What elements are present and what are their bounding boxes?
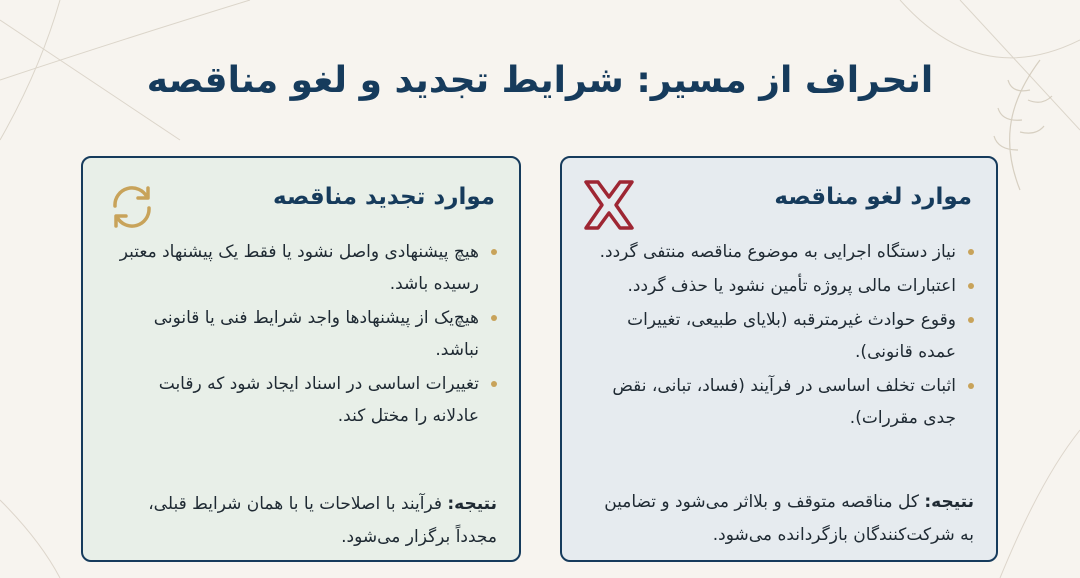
refresh-icon xyxy=(105,180,159,234)
cancel-card xyxy=(560,156,998,562)
renewal-result xyxy=(109,488,497,554)
bullet-icon xyxy=(491,249,497,255)
list-item-text: هیچ پیشنهادی واصل نشود یا فقط یک پیشنهاد معتبر رسیده باشد. xyxy=(119,242,479,294)
page-title: انحراف از مسیر: شرایط تجدید و لغو مناقصه xyxy=(146,60,934,101)
bullet-icon xyxy=(491,381,497,387)
list-item xyxy=(588,236,978,268)
list-item-text: اعتبارات مالی پروژه تأمین نشود یا حذف گردد. xyxy=(627,276,956,296)
list-item xyxy=(109,368,501,432)
cancel-heading: موارد لغو مناقصه xyxy=(774,184,972,210)
result-text: فرآیند با اصلاحات یا با همان شرایط قبلی، مجدداً برگزار می‌شود. xyxy=(148,494,497,547)
result-text: کل مناقصه متوقف و بلااثر می‌شود و تضامین به شرکت‌کنندگان بازگردانده می‌شود. xyxy=(604,492,974,545)
list-item-text: نیاز دستگاه اجرایی به موضوع مناقصه منتفی گردد. xyxy=(599,242,956,262)
list-item-text: هیچ‌یک از پیشنهادها واجد شرایط فنی یا قانونی نباشد. xyxy=(153,308,479,360)
list-item xyxy=(588,270,978,302)
list-item xyxy=(109,302,501,366)
result-label: نتیجه: xyxy=(447,494,497,514)
list-item-text: تغییرات اساسی در اسناد ایجاد شود که رقابت عادلانه را مختل کند. xyxy=(158,374,479,426)
cancel-result xyxy=(588,486,974,552)
cross-icon xyxy=(580,176,638,234)
bullet-icon xyxy=(968,317,974,323)
list-item xyxy=(109,236,501,300)
bullet-icon xyxy=(968,283,974,289)
renewal-card xyxy=(81,156,521,562)
bullet-icon xyxy=(491,315,497,321)
bullet-icon xyxy=(968,383,974,389)
renewal-list xyxy=(109,236,501,434)
renewal-heading: موارد تجدید مناقصه xyxy=(273,184,495,210)
list-item-text: وقوع حوادث غیرمترقبه (بلایای طبیعی، تغییرات عمده قانونی). xyxy=(627,310,956,362)
bullet-icon xyxy=(968,249,974,255)
list-item xyxy=(588,304,978,368)
cancel-list xyxy=(588,236,978,436)
result-label: نتیجه: xyxy=(924,492,974,512)
list-item-text: اثبات تخلف اساسی در فرآیند (فساد، تبانی، نقض جدی مقررات). xyxy=(612,376,956,428)
list-item xyxy=(588,370,978,434)
